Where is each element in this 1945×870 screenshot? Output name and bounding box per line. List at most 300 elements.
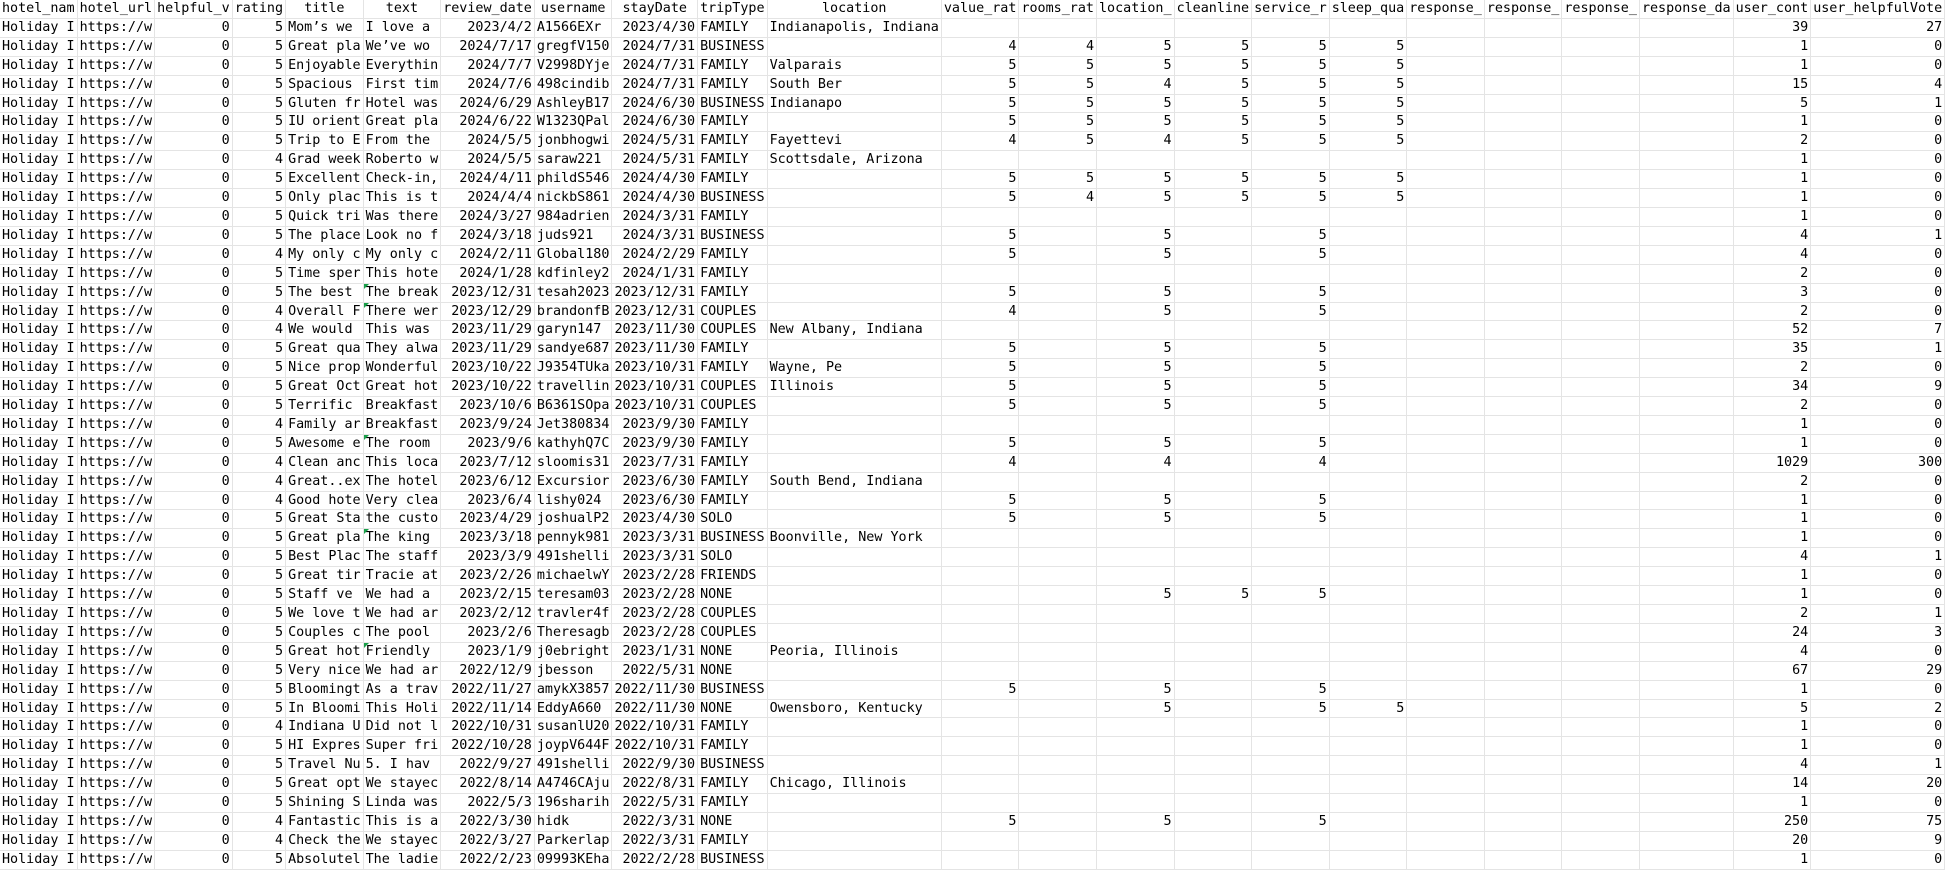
cell-helpful_vote[interactable]: 0 — [155, 113, 233, 132]
cell-response_2[interactable] — [1484, 756, 1562, 775]
cell-username[interactable]: Global180 — [534, 245, 612, 264]
cell-review_date[interactable]: 2024/6/22 — [441, 113, 535, 132]
cell-response_2[interactable] — [1484, 415, 1562, 434]
cell-username[interactable]: teresam03 — [534, 586, 612, 605]
cell-helpful_vote[interactable]: 0 — [155, 567, 233, 586]
cell-username[interactable]: amykX3857 — [534, 680, 612, 699]
cell-user_helpfulVote[interactable]: 0 — [1811, 737, 1945, 756]
cell-user_contributions[interactable]: 35 — [1733, 340, 1811, 359]
cell-title[interactable]: Overall F — [286, 302, 364, 321]
cell-tripType[interactable]: FAMILY — [698, 434, 768, 453]
cell-hotel_name[interactable]: Holiday I — [0, 718, 77, 737]
cell-stayDate[interactable]: 2023/12/31 — [612, 302, 698, 321]
cell-hotel_name[interactable]: Holiday I — [0, 491, 77, 510]
cell-location_rating[interactable]: 5 — [1097, 812, 1175, 831]
cell-sleep_quality_rating[interactable] — [1329, 226, 1407, 245]
cell-rooms_rating[interactable] — [1019, 548, 1097, 567]
cell-response_1[interactable] — [1407, 189, 1485, 208]
cell-service_rating[interactable]: 5 — [1252, 434, 1330, 453]
cell-value_rating[interactable]: 5 — [941, 283, 1019, 302]
cell-rooms_rating[interactable] — [1019, 245, 1097, 264]
cell-location[interactable] — [767, 415, 941, 434]
cell-location[interactable] — [767, 623, 941, 642]
cell-response_2[interactable] — [1484, 794, 1562, 813]
cell-text[interactable]: Great pla — [363, 113, 441, 132]
cell-response_1[interactable] — [1407, 775, 1485, 794]
cell-user_contributions[interactable]: 1 — [1733, 510, 1811, 529]
cell-hotel_url[interactable]: https://w — [77, 151, 155, 170]
cell-response_2[interactable] — [1484, 170, 1562, 189]
cell-username[interactable]: tesah2023 — [534, 283, 612, 302]
cell-value_rating[interactable]: 5 — [941, 75, 1019, 94]
cell-helpful_vote[interactable]: 0 — [155, 132, 233, 151]
cell-hotel_url[interactable]: https://w — [77, 434, 155, 453]
cell-text[interactable]: Was there — [363, 207, 441, 226]
cell-sleep_quality_rating[interactable] — [1329, 472, 1407, 491]
cell-username[interactable]: joypV644F — [534, 737, 612, 756]
cell-user_helpfulVote[interactable]: 0 — [1811, 434, 1945, 453]
cell-hotel_url[interactable]: https://w — [77, 699, 155, 718]
cell-text[interactable]: Check-in, — [363, 170, 441, 189]
cell-location_rating[interactable] — [1097, 661, 1175, 680]
column-header-tripType[interactable]: tripType — [698, 0, 768, 18]
cell-stayDate[interactable]: 2024/4/30 — [612, 189, 698, 208]
cell-response_1[interactable] — [1407, 170, 1485, 189]
cell-review_date[interactable]: 2022/10/28 — [441, 737, 535, 756]
cell-response_2[interactable] — [1484, 340, 1562, 359]
cell-response_1[interactable] — [1407, 661, 1485, 680]
cell-hotel_name[interactable]: Holiday I — [0, 623, 77, 642]
cell-username[interactable]: J9354TUka — [534, 359, 612, 378]
cell-stayDate[interactable]: 2023/2/28 — [612, 567, 698, 586]
cell-review_date[interactable]: 2023/3/9 — [441, 548, 535, 567]
cell-tripType[interactable]: FAMILY — [698, 359, 768, 378]
cell-stayDate[interactable]: 2024/6/30 — [612, 94, 698, 113]
cell-username[interactable]: Parkerlap — [534, 831, 612, 850]
cell-text[interactable]: This is a — [363, 812, 441, 831]
cell-title[interactable]: Quick tri — [286, 207, 364, 226]
cell-rooms_rating[interactable] — [1019, 226, 1097, 245]
cell-response_2[interactable] — [1484, 548, 1562, 567]
cell-text[interactable]: Super fri — [363, 737, 441, 756]
cell-review_date[interactable]: 2023/12/31 — [441, 283, 535, 302]
cell-user_contributions[interactable]: 14 — [1733, 775, 1811, 794]
cell-username[interactable]: saraw221 — [534, 151, 612, 170]
cell-cleanliness_rating[interactable]: 5 — [1174, 170, 1252, 189]
cell-sleep_quality_rating[interactable] — [1329, 529, 1407, 548]
cell-response_3[interactable] — [1562, 18, 1640, 37]
cell-hotel_url[interactable]: https://w — [77, 132, 155, 151]
cell-review_date[interactable]: 2024/7/6 — [441, 75, 535, 94]
cell-text[interactable]: Very clea — [363, 491, 441, 510]
cell-sleep_quality_rating[interactable] — [1329, 340, 1407, 359]
cell-location_rating[interactable]: 5 — [1097, 245, 1175, 264]
cell-hotel_name[interactable]: Holiday I — [0, 472, 77, 491]
cell-user_helpfulVote[interactable]: 0 — [1811, 151, 1945, 170]
cell-rating[interactable]: 5 — [232, 189, 285, 208]
cell-response_3[interactable] — [1562, 680, 1640, 699]
cell-title[interactable]: Great pla — [286, 37, 364, 56]
cell-tripType[interactable]: FAMILY — [698, 170, 768, 189]
cell-text[interactable]: Roberto w — [363, 151, 441, 170]
cell-rooms_rating[interactable] — [1019, 756, 1097, 775]
cell-service_rating[interactable] — [1252, 207, 1330, 226]
cell-cleanliness_rating[interactable] — [1174, 378, 1252, 397]
cell-response_2[interactable] — [1484, 529, 1562, 548]
cell-location[interactable] — [767, 586, 941, 605]
cell-user_helpfulVote[interactable]: 9 — [1811, 831, 1945, 850]
cell-response_2[interactable] — [1484, 586, 1562, 605]
cell-rooms_rating[interactable]: 5 — [1019, 132, 1097, 151]
cell-title[interactable]: We love t — [286, 605, 364, 624]
cell-tripType[interactable]: COUPLES — [698, 397, 768, 416]
cell-user_helpfulVote[interactable]: 300 — [1811, 453, 1945, 472]
cell-helpful_vote[interactable]: 0 — [155, 737, 233, 756]
cell-user_contributions[interactable]: 15 — [1733, 75, 1811, 94]
cell-cleanliness_rating[interactable] — [1174, 718, 1252, 737]
cell-value_rating[interactable]: 4 — [941, 37, 1019, 56]
cell-location_rating[interactable]: 5 — [1097, 302, 1175, 321]
cell-title[interactable]: Family ar — [286, 415, 364, 434]
cell-rooms_rating[interactable]: 5 — [1019, 75, 1097, 94]
cell-response_3[interactable] — [1562, 529, 1640, 548]
cell-sleep_quality_rating[interactable] — [1329, 605, 1407, 624]
cell-tripType[interactable]: FAMILY — [698, 151, 768, 170]
cell-rooms_rating[interactable]: 5 — [1019, 170, 1097, 189]
cell-hotel_name[interactable]: Holiday I — [0, 510, 77, 529]
cell-user_contributions[interactable]: 4 — [1733, 245, 1811, 264]
cell-service_rating[interactable]: 5 — [1252, 699, 1330, 718]
cell-title[interactable]: Check the — [286, 831, 364, 850]
cell-tripType[interactable]: COUPLES — [698, 302, 768, 321]
cell-hotel_url[interactable]: https://w — [77, 850, 155, 869]
cell-response_2[interactable] — [1484, 812, 1562, 831]
cell-title[interactable]: Gluten fr — [286, 94, 364, 113]
cell-service_rating[interactable] — [1252, 567, 1330, 586]
cell-helpful_vote[interactable]: 0 — [155, 207, 233, 226]
cell-sleep_quality_rating[interactable] — [1329, 491, 1407, 510]
cell-service_rating[interactable]: 5 — [1252, 491, 1330, 510]
cell-hotel_url[interactable]: https://w — [77, 831, 155, 850]
cell-location[interactable] — [767, 605, 941, 624]
cell-tripType[interactable]: NONE — [698, 661, 768, 680]
cell-response_2[interactable] — [1484, 567, 1562, 586]
cell-user_helpfulVote[interactable]: 0 — [1811, 680, 1945, 699]
cell-helpful_vote[interactable]: 0 — [155, 548, 233, 567]
cell-response_2[interactable] — [1484, 510, 1562, 529]
cell-tripType[interactable]: BUSINESS — [698, 850, 768, 869]
cell-hotel_url[interactable]: https://w — [77, 737, 155, 756]
cell-rating[interactable]: 5 — [232, 132, 285, 151]
cell-cleanliness_rating[interactable] — [1174, 226, 1252, 245]
cell-rating[interactable]: 4 — [232, 831, 285, 850]
cell-response_date[interactable] — [1639, 302, 1733, 321]
cell-rating[interactable]: 5 — [232, 510, 285, 529]
cell-review_date[interactable]: 2023/10/22 — [441, 378, 535, 397]
cell-rating[interactable]: 5 — [232, 794, 285, 813]
cell-user_contributions[interactable]: 1 — [1733, 850, 1811, 869]
cell-location_rating[interactable]: 5 — [1097, 586, 1175, 605]
cell-response_3[interactable] — [1562, 586, 1640, 605]
cell-helpful_vote[interactable]: 0 — [155, 472, 233, 491]
cell-cleanliness_rating[interactable] — [1174, 812, 1252, 831]
cell-rooms_rating[interactable] — [1019, 491, 1097, 510]
cell-hotel_name[interactable]: Holiday I — [0, 321, 77, 340]
cell-helpful_vote[interactable]: 0 — [155, 529, 233, 548]
cell-user_helpfulVote[interactable]: 1 — [1811, 605, 1945, 624]
cell-response_3[interactable] — [1562, 737, 1640, 756]
cell-user_helpfulVote[interactable]: 7 — [1811, 321, 1945, 340]
cell-user_contributions[interactable]: 2 — [1733, 264, 1811, 283]
cell-title[interactable]: HI Expres — [286, 737, 364, 756]
cell-sleep_quality_rating[interactable] — [1329, 567, 1407, 586]
cell-title[interactable]: Time sper — [286, 264, 364, 283]
cell-text[interactable]: This is t — [363, 189, 441, 208]
cell-value_rating[interactable] — [941, 472, 1019, 491]
cell-sleep_quality_rating[interactable] — [1329, 737, 1407, 756]
cell-username[interactable]: juds921 — [534, 226, 612, 245]
cell-title[interactable]: Shining S — [286, 794, 364, 813]
cell-rating[interactable]: 4 — [232, 151, 285, 170]
cell-sleep_quality_rating[interactable] — [1329, 718, 1407, 737]
cell-stayDate[interactable]: 2024/7/31 — [612, 75, 698, 94]
cell-hotel_name[interactable]: Holiday I — [0, 37, 77, 56]
cell-text[interactable]: The hotel — [363, 472, 441, 491]
cell-rating[interactable]: 5 — [232, 586, 285, 605]
cell-response_3[interactable] — [1562, 548, 1640, 567]
cell-service_rating[interactable] — [1252, 472, 1330, 491]
cell-service_rating[interactable] — [1252, 548, 1330, 567]
cell-user_contributions[interactable]: 1 — [1733, 151, 1811, 170]
cell-title[interactable]: Nice prop — [286, 359, 364, 378]
cell-tripType[interactable]: COUPLES — [698, 605, 768, 624]
cell-title[interactable]: Awesome e — [286, 434, 364, 453]
cell-value_rating[interactable]: 5 — [941, 340, 1019, 359]
cell-sleep_quality_rating[interactable]: 5 — [1329, 75, 1407, 94]
cell-username[interactable]: joshualP2 — [534, 510, 612, 529]
cell-response_date[interactable] — [1639, 415, 1733, 434]
cell-tripType[interactable]: SOLO — [698, 510, 768, 529]
cell-user_helpfulVote[interactable]: 0 — [1811, 170, 1945, 189]
cell-user_helpfulVote[interactable]: 0 — [1811, 283, 1945, 302]
cell-hotel_url[interactable]: https://w — [77, 775, 155, 794]
cell-cleanliness_rating[interactable] — [1174, 359, 1252, 378]
cell-service_rating[interactable] — [1252, 756, 1330, 775]
cell-title[interactable]: Great Oct — [286, 378, 364, 397]
cell-location[interactable]: Scottsdale, Arizona — [767, 151, 941, 170]
cell-text[interactable]: Friendly — [363, 642, 441, 661]
cell-title[interactable]: Enjoyable — [286, 56, 364, 75]
cell-tripType[interactable]: FAMILY — [698, 831, 768, 850]
cell-service_rating[interactable]: 5 — [1252, 189, 1330, 208]
cell-review_date[interactable]: 2024/7/7 — [441, 56, 535, 75]
cell-stayDate[interactable]: 2022/3/31 — [612, 812, 698, 831]
cell-hotel_url[interactable]: https://w — [77, 642, 155, 661]
cell-stayDate[interactable]: 2024/1/31 — [612, 264, 698, 283]
cell-location[interactable] — [767, 113, 941, 132]
cell-value_rating[interactable] — [941, 850, 1019, 869]
cell-cleanliness_rating[interactable] — [1174, 321, 1252, 340]
cell-helpful_vote[interactable]: 0 — [155, 189, 233, 208]
cell-username[interactable]: j0ebright — [534, 642, 612, 661]
cell-cleanliness_rating[interactable] — [1174, 510, 1252, 529]
cell-username[interactable]: 09993KEha — [534, 850, 612, 869]
cell-hotel_url[interactable]: https://w — [77, 359, 155, 378]
cell-user_contributions[interactable]: 2 — [1733, 359, 1811, 378]
cell-response_2[interactable] — [1484, 623, 1562, 642]
cell-user_contributions[interactable]: 1 — [1733, 491, 1811, 510]
cell-response_date[interactable] — [1639, 812, 1733, 831]
cell-title[interactable]: Travel Nu — [286, 756, 364, 775]
cell-sleep_quality_rating[interactable]: 5 — [1329, 56, 1407, 75]
cell-response_1[interactable] — [1407, 794, 1485, 813]
cell-text[interactable]: We had a — [363, 586, 441, 605]
cell-rooms_rating[interactable]: 5 — [1019, 94, 1097, 113]
cell-value_rating[interactable] — [941, 529, 1019, 548]
cell-username[interactable]: pennyk981 — [534, 529, 612, 548]
cell-cleanliness_rating[interactable] — [1174, 699, 1252, 718]
cell-response_3[interactable] — [1562, 794, 1640, 813]
cell-review_date[interactable]: 2023/4/29 — [441, 510, 535, 529]
cell-response_2[interactable] — [1484, 472, 1562, 491]
cell-title[interactable]: Best Plac — [286, 548, 364, 567]
cell-response_3[interactable] — [1562, 812, 1640, 831]
cell-response_2[interactable] — [1484, 283, 1562, 302]
cell-username[interactable]: garyn147 — [534, 321, 612, 340]
cell-helpful_vote[interactable]: 0 — [155, 850, 233, 869]
cell-sleep_quality_rating[interactable] — [1329, 378, 1407, 397]
cell-title[interactable]: Terrific — [286, 397, 364, 416]
cell-hotel_name[interactable]: Holiday I — [0, 170, 77, 189]
cell-response_date[interactable] — [1639, 18, 1733, 37]
cell-value_rating[interactable] — [941, 415, 1019, 434]
cell-title[interactable]: Great pla — [286, 529, 364, 548]
cell-username[interactable]: kdfinley2 — [534, 264, 612, 283]
cell-response_3[interactable] — [1562, 831, 1640, 850]
cell-rooms_rating[interactable] — [1019, 831, 1097, 850]
cell-hotel_name[interactable]: Holiday I — [0, 189, 77, 208]
cell-response_1[interactable] — [1407, 18, 1485, 37]
cell-response_3[interactable] — [1562, 510, 1640, 529]
cell-stayDate[interactable]: 2023/10/31 — [612, 397, 698, 416]
cell-rooms_rating[interactable]: 5 — [1019, 56, 1097, 75]
cell-response_1[interactable] — [1407, 264, 1485, 283]
cell-cleanliness_rating[interactable] — [1174, 18, 1252, 37]
cell-review_date[interactable]: 2022/9/27 — [441, 756, 535, 775]
cell-tripType[interactable]: COUPLES — [698, 321, 768, 340]
cell-response_1[interactable] — [1407, 151, 1485, 170]
cell-response_2[interactable] — [1484, 605, 1562, 624]
cell-tripType[interactable]: BUSINESS — [698, 189, 768, 208]
cell-review_date[interactable]: 2023/11/29 — [441, 321, 535, 340]
cell-hotel_url[interactable]: https://w — [77, 397, 155, 416]
cell-user_helpfulVote[interactable]: 1 — [1811, 756, 1945, 775]
cell-rooms_rating[interactable] — [1019, 775, 1097, 794]
cell-rooms_rating[interactable] — [1019, 529, 1097, 548]
cell-location[interactable] — [767, 302, 941, 321]
cell-review_date[interactable]: 2022/5/3 — [441, 794, 535, 813]
cell-response_1[interactable] — [1407, 434, 1485, 453]
cell-review_date[interactable]: 2023/6/12 — [441, 472, 535, 491]
cell-rooms_rating[interactable] — [1019, 623, 1097, 642]
cell-title[interactable]: Great hot — [286, 642, 364, 661]
cell-hotel_name[interactable]: Holiday I — [0, 340, 77, 359]
cell-hotel_url[interactable]: https://w — [77, 812, 155, 831]
cell-hotel_url[interactable]: https://w — [77, 340, 155, 359]
cell-cleanliness_rating[interactable] — [1174, 661, 1252, 680]
cell-hotel_url[interactable]: https://w — [77, 189, 155, 208]
cell-rating[interactable]: 4 — [232, 472, 285, 491]
cell-location_rating[interactable]: 4 — [1097, 132, 1175, 151]
cell-text[interactable]: This was — [363, 321, 441, 340]
cell-title[interactable]: Spacious — [286, 75, 364, 94]
cell-rooms_rating[interactable] — [1019, 397, 1097, 416]
cell-location_rating[interactable] — [1097, 737, 1175, 756]
cell-title[interactable]: Great qua — [286, 340, 364, 359]
cell-cleanliness_rating[interactable]: 5 — [1174, 94, 1252, 113]
cell-service_rating[interactable]: 5 — [1252, 359, 1330, 378]
cell-title[interactable]: Fantastic — [286, 812, 364, 831]
cell-hotel_name[interactable]: Holiday I — [0, 850, 77, 869]
cell-rating[interactable]: 4 — [232, 491, 285, 510]
cell-cleanliness_rating[interactable] — [1174, 207, 1252, 226]
column-header-username[interactable]: username — [534, 0, 612, 18]
cell-response_3[interactable] — [1562, 302, 1640, 321]
cell-response_2[interactable] — [1484, 245, 1562, 264]
column-header-rooms_rating[interactable]: rooms_rat — [1019, 0, 1097, 18]
cell-stayDate[interactable]: 2022/9/30 — [612, 756, 698, 775]
cell-value_rating[interactable]: 5 — [941, 680, 1019, 699]
cell-value_rating[interactable] — [941, 831, 1019, 850]
cell-user_contributions[interactable]: 39 — [1733, 18, 1811, 37]
cell-service_rating[interactable]: 5 — [1252, 170, 1330, 189]
cell-helpful_vote[interactable]: 0 — [155, 415, 233, 434]
cell-sleep_quality_rating[interactable] — [1329, 586, 1407, 605]
cell-response_1[interactable] — [1407, 548, 1485, 567]
cell-helpful_vote[interactable]: 0 — [155, 302, 233, 321]
cell-rating[interactable]: 4 — [232, 453, 285, 472]
cell-text[interactable]: Look no f — [363, 226, 441, 245]
cell-hotel_name[interactable]: Holiday I — [0, 75, 77, 94]
cell-service_rating[interactable] — [1252, 831, 1330, 850]
cell-user_contributions[interactable]: 3 — [1733, 283, 1811, 302]
cell-hotel_url[interactable]: https://w — [77, 453, 155, 472]
cell-cleanliness_rating[interactable] — [1174, 850, 1252, 869]
cell-response_2[interactable] — [1484, 661, 1562, 680]
cell-hotel_url[interactable]: https://w — [77, 491, 155, 510]
column-header-text[interactable]: text — [363, 0, 441, 18]
cell-tripType[interactable]: BUSINESS — [698, 529, 768, 548]
column-header-user_contributions[interactable]: user_cont — [1733, 0, 1811, 18]
cell-location[interactable]: Owensboro, Kentucky — [767, 699, 941, 718]
cell-title[interactable]: Only plac — [286, 189, 364, 208]
cell-cleanliness_rating[interactable] — [1174, 434, 1252, 453]
cell-response_3[interactable] — [1562, 94, 1640, 113]
cell-user_contributions[interactable]: 34 — [1733, 378, 1811, 397]
cell-helpful_vote[interactable]: 0 — [155, 397, 233, 416]
cell-location[interactable] — [767, 737, 941, 756]
cell-service_rating[interactable]: 5 — [1252, 302, 1330, 321]
cell-cleanliness_rating[interactable] — [1174, 623, 1252, 642]
cell-response_3[interactable] — [1562, 359, 1640, 378]
cell-hotel_url[interactable]: https://w — [77, 472, 155, 491]
cell-location[interactable] — [767, 226, 941, 245]
cell-user_helpfulVote[interactable]: 29 — [1811, 661, 1945, 680]
cell-helpful_vote[interactable]: 0 — [155, 680, 233, 699]
cell-hotel_name[interactable]: Holiday I — [0, 529, 77, 548]
cell-response_1[interactable] — [1407, 472, 1485, 491]
cell-helpful_vote[interactable]: 0 — [155, 510, 233, 529]
